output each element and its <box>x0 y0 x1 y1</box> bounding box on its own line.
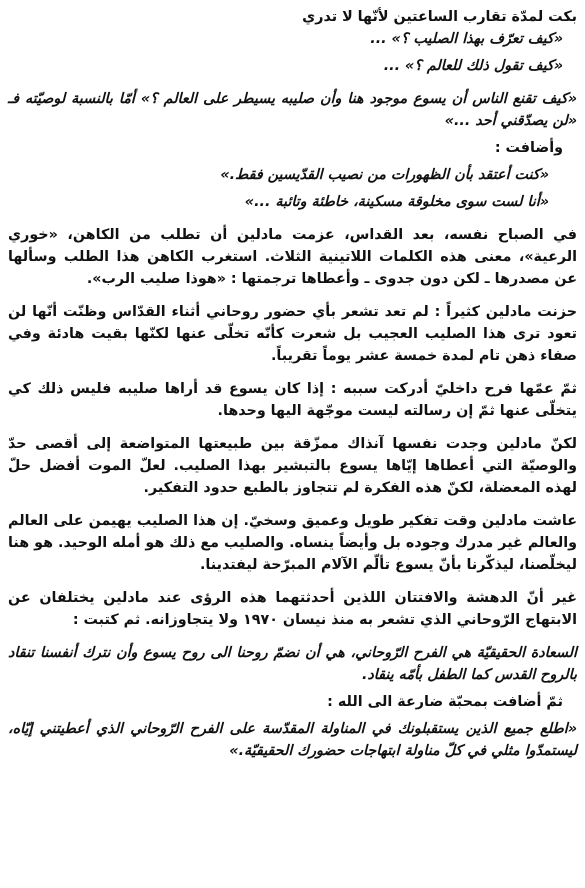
paragraph: حزنت مادلين كثيراً : لم تعد تشعر بأي حضور روحاني أثناء القدّاس وظنّت أنّها لن تعود ترى هذا الصليب العجيب بل شعرت كأنّه تخلّى عنها لكنّها بقيت هادئة وفي صفاء ذهن تام لمدة خمسة عشر يوماً تقريباً. <box>8 304 577 364</box>
quote-paragraph: السعادة الحقيقيّة هي الفرح الرّوحاني، هي أن نضمّ روحنا الى روح يسوع وأن نترك أنفسنا تنقاد بالروح القدس كما الطفل بأمّه ينقاد. <box>8 645 577 683</box>
book-page <box>8 6 577 762</box>
quote-paragraph: «كيف تقنع الناس أن يسوع موجود هنا وأن صليبه يسيطر على العالم ؟» أمّا بالنسبة لوصيّته فـ «لن يصدّقني أحد ...» <box>8 91 577 129</box>
quote-paragraph: «اطلع جميع الذين يستقبلونك في المناولة المقدّسة على الفرح الرّوحاني الذي أعطيتني إيّاه، ليستمدّوا مثلي في كلّ مناولة ابتهاجات حضورك الحقيقيّة.» <box>8 721 577 759</box>
paragraph-intro: بكت لمدّة تقارب الساعتين لأنّها لا تدري <box>302 9 577 25</box>
quote-line: «كنت أعتقد بأن الظهورات من نصيب القدّيسين فقط.» <box>220 167 549 183</box>
paragraph: غير أنّ الدهشة والافتتان اللذين أحدثتهما هذه الرؤى عند مادلين يختلفان عن الابتهاج الرّوحاني الذي تشعر به منذ نيسان ١٩٧٠ ولا يتجاوزانه. ثم كتبت : <box>8 590 577 628</box>
paragraph: ثمّ عمّها فرح داخليّ أدركت سببه : إذا كان يسوع قد أراها صليبه فليس ذلك كي يتخلّى عنها ثمّ إن رسالته ليست موجّهة اليها وحدها. <box>8 381 577 419</box>
quote-line: «كيف تعرّف بهذا الصليب ؟» ... <box>370 31 563 47</box>
paragraph-line: وأضافت : <box>494 140 563 156</box>
quote-line: «كيف تقول ذلك للعالم ؟» ... <box>383 58 563 74</box>
paragraph: في الصباح نفسه، بعد القداس، عزمت مادلين أن تطلب من الكاهن، «خوري الرعية»، معنى هذه الكلمات اللاتينية الثلاث. استغرب الكاهن هذا الطلب وسألها عن مصدرها ـ لكن دون جدوى ـ وأعطاها ترجمتها : «هوذا صليب الرب». <box>8 227 577 287</box>
paragraph-line: ثمّ أضافت بمحبّة ضارعة الى الله : <box>327 694 563 710</box>
quote-line: «أنا لست سوى مخلوقة مسكينة، خاطئة وتائبة ...» <box>244 194 549 210</box>
paragraph: لكنّ مادلين وجدت نفسها آنذاك ممزّقة بين طبيعتها المتواضعة إلى أقصى حدّ والوصيّة التي أعطاها إيّاها يسوع بالتبشير بهذا الصليب. لعلّ الموت أفضل حلّ لهذه المعضلة، لكنّ هذه الفكرة لم تتجاوز بالطبع حدود التفكير. <box>8 436 577 496</box>
paragraph: عاشت مادلين وقت تفكير طويل وعميق وسخيّ. إن هذا الصليب يهيمن على العالم والعالم غير مدرك وجوده بل وأيضاً ينساه. والصليب مع ذلك هو أمله الوحيد. هو هنا ليخلّصنا، ليذكّرنا بأنّ يسوع تألّم الآلام المبرّحة ليفتدينا. <box>8 513 577 573</box>
